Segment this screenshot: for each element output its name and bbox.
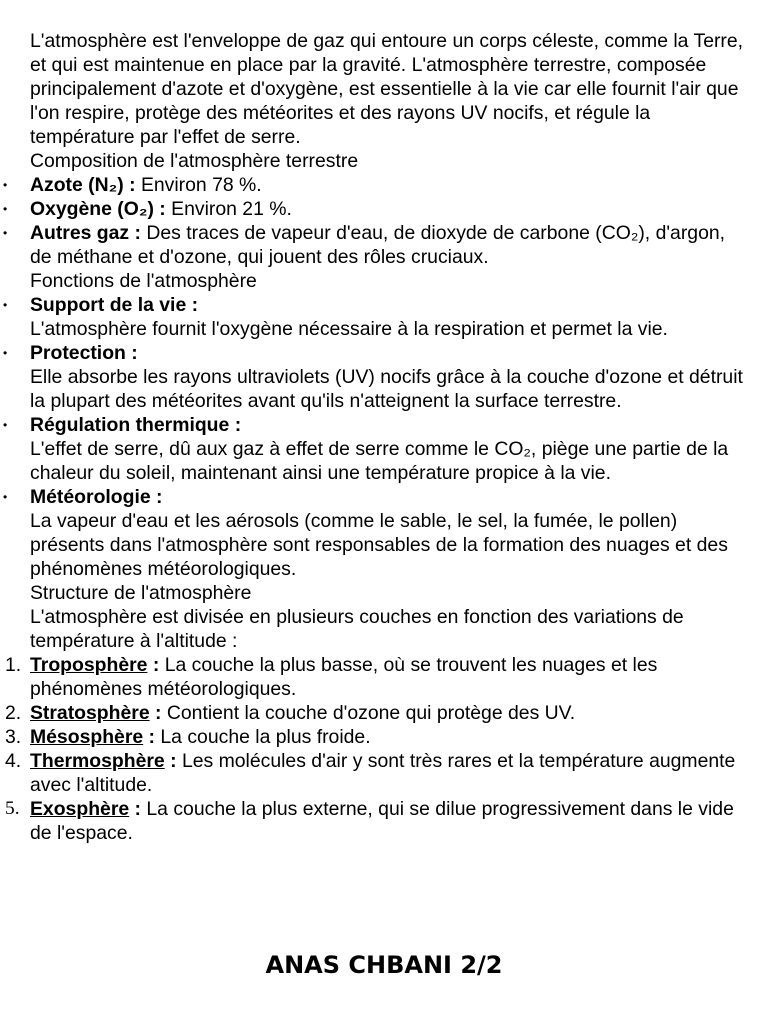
list-item: [30, 413, 748, 485]
item-text: Les molécules d'air y sont très rares et la température augmente avec l'altitude.: [30, 750, 736, 796]
functions-heading: Fonctions de l'atmosphère: [30, 270, 257, 292]
list-item: [5, 749, 748, 797]
item-term: Thermosphère: [30, 750, 165, 772]
structure-heading: Structure de l'atmosphère: [30, 582, 252, 604]
list-item: [5, 797, 748, 845]
item-text: Environ 21 %.: [165, 198, 292, 220]
item-separator: :: [129, 798, 142, 820]
item-term: Stratosphère: [30, 702, 150, 724]
item-separator: :: [147, 654, 160, 676]
item-number: 4.: [5, 750, 22, 772]
item-separator: :: [149, 702, 162, 724]
item-term: Autres gaz :: [30, 222, 141, 244]
item-term: Support de la vie :: [30, 294, 199, 316]
list-item: [30, 485, 748, 581]
list-item: [30, 221, 748, 269]
list-item: [5, 653, 748, 701]
list-item: [5, 701, 748, 725]
item-term: Oxygène (O₂) :: [30, 198, 166, 220]
item-separator: :: [164, 750, 177, 772]
item-text: La couche la plus basse, où se trouvent les nuages et les phénomènes météorologiques.: [30, 654, 658, 700]
item-text: L'atmosphère fournit l'oxygène nécessaire à la respiration et permet la vie.: [30, 318, 668, 340]
intro-paragraph: L'atmosphère est l'enveloppe de gaz qui entoure un corps céleste, comme la Terre, et qui est maintenue en place par la gravité. L'atmosphère terrestre, composée principalement d'azote et d'oxygène, est essentielle à la vie car elle fournit l'air que l'on respire, protège des météorites et des rayons UV nocifs, et régule la température par l'effet de serre.: [30, 30, 744, 148]
item-term: Météorologie :: [30, 486, 163, 508]
item-text: La couche la plus externe, qui se dilue progressivement dans le vide de l'espace.: [30, 798, 734, 844]
composition-heading: Composition de l'atmosphère terrestre: [30, 150, 359, 172]
list-item: [30, 173, 748, 197]
item-number: 5.: [5, 798, 20, 819]
structure-intro: L'atmosphère est divisée en plusieurs couches en fonction des variations de température à l'altitude :: [30, 606, 684, 652]
list-item: [5, 725, 748, 749]
item-term: Régulation thermique :: [30, 414, 242, 436]
item-number: 2.: [5, 702, 22, 724]
author-signature: ANAS CHBANI 2/2: [265, 951, 503, 979]
item-text: La couche la plus froide.: [155, 726, 371, 748]
item-term: Azote (N₂) :: [30, 174, 136, 196]
item-number: 3.: [5, 726, 22, 748]
item-term: Protection :: [30, 342, 138, 364]
document-page: [5, 29, 748, 845]
item-text: Environ 78 %.: [135, 174, 262, 196]
layers-list: [5, 653, 748, 845]
item-separator: :: [143, 726, 156, 748]
item-term: Troposphère: [30, 654, 148, 676]
item-text: L'effet de serre, dû aux gaz à effet de serre comme le CO₂, piège une partie de la chaleur du soleil, maintenant ainsi une température propice à la vie.: [30, 438, 729, 484]
functions-list: [30, 293, 748, 581]
list-item: [30, 293, 748, 341]
item-term: Mésosphère: [30, 726, 144, 748]
list-item: [30, 197, 748, 221]
item-term: Exosphère: [30, 798, 130, 820]
item-text: Contient la couche d'ozone qui protège des UV.: [161, 702, 576, 724]
item-number: 1.: [5, 654, 22, 676]
item-text: La vapeur d'eau et les aérosols (comme le sable, le sel, la fumée, le pollen) présents dans l'atmosphère sont responsables de la formation des nuages et des phénomènes météorologiques.: [30, 510, 728, 580]
item-text: Elle absorbe les rayons ultraviolets (UV) nocifs grâce à la couche d'ozone et détruit la plupart des météorites avant qu'ils n'atteignent la surface terrestre.: [30, 366, 743, 412]
composition-list: [30, 173, 748, 269]
list-item: [30, 341, 748, 413]
item-text: Des traces de vapeur d'eau, de dioxyde de carbone (CO₂), d'argon, de méthane et d'ozone, qui jouent des rôles cruciaux.: [30, 222, 726, 268]
